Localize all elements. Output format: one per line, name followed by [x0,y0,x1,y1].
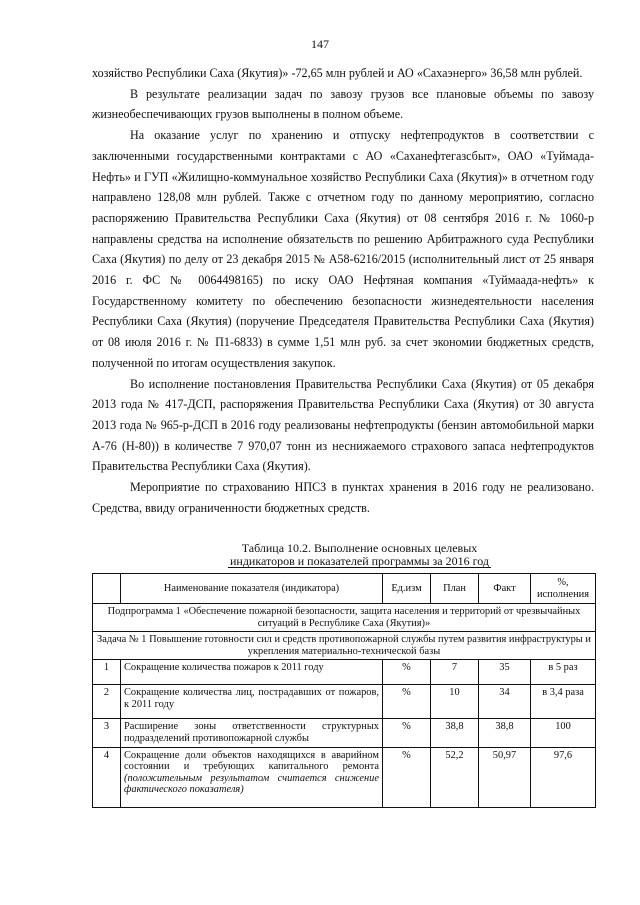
row-number: 1 [93,660,121,685]
row-indicator-name: Сокращение количества пожаров к 2011 году [121,660,383,685]
row-indicator-name: Сокращение количества лиц, пострадавших от пожаров, к 2011 году [121,685,383,719]
row-unit: % [383,719,431,747]
header-fact: Факт [479,574,531,604]
row-number: 4 [93,747,121,807]
subprogram-row [93,604,596,632]
paragraph-1: хозяйство Республики Саха (Якутия)» -72,65 млн рублей и АО «Сахаэнерго» 36,58 млн рублей. [92,66,583,80]
header-name: Наименование показателя (индикатора) [121,574,383,604]
row-indicator-text: Сокращение доли объектов находящихся в аварийном состоянии и требующих капитального ремонта [124,749,379,773]
row-plan: 38,8 [431,719,479,747]
header-plan: План [431,574,479,604]
body-text [92,63,594,518]
table-row [93,685,596,719]
indicators-table [92,573,596,808]
paragraph-2: В результате реализации задач по завозу грузов все плановые объемы по завозу жизнеобеспечивающих грузов выполнены в полном объеме. [92,86,594,122]
row-number: 2 [93,685,121,719]
row-indicator-note: (положительным результатом считается снижение фактического показателя) [124,772,379,796]
paragraph-3: На оказание услуг по хранению и отпуску нефтепродуктов в соответствии с заключенными государственными контрактами с АО «Саханефтегазсбыт», ОАО «Туймада-Нефть» и ГУП «Жилищно-коммунальное хозяйство Республики Саха (Якутия)» в отчетном году направлено 128,08 млн рублей. Также с отчетном году по данному мероприятию, согласно распоряжению Правительства Республики Саха (Якутия) от 08 сентября 2016 г. № 1060-р направлены средства на исполнение обязательств по решению Арбитражного суда Республики Саха (Якутия) по делу от 23 декабря 2015 № А58-6216/2015 (исполнительный лист от 25 января 2016 г. ФС № 0064498165) по иску ОАО Нефтяная компания «Туймаада-нефть» к Государственному комитету по обеспечению безопасности жизнедеятельности населения Республики Саха (Якутия) (поручение Председателя Правительства Республики Саха (Якутия) от 08 июля 2016 г. № П1-6833) в сумме 1,51 млн руб. за счет экономии бюджетных средств, полученной по итогам осуществления закупок. [92,128,594,370]
table-caption [92,542,627,568]
row-number: 3 [93,719,121,747]
row-fact: 34 [479,685,531,719]
header-percent: %, исполнения [531,574,596,604]
table-row [93,719,596,747]
subprogram-title: Подпрограмма 1 «Обеспечение пожарной безопасности, защита населения и территорий от чрезвычайных ситуаций в Республике Саха (Якутия)» [93,604,596,632]
row-percent: 100 [531,719,596,747]
table-row [93,660,596,685]
table-caption-line1: Таблица 10.2. Выполнение основных целевых [241,541,478,555]
row-plan: 10 [431,685,479,719]
row-unit: % [383,685,431,719]
table-row [93,747,596,807]
row-plan: 7 [431,660,479,685]
paragraph-5: Мероприятие по страхованию НПСЗ в пунктах хранения в 2016 году не реализовано. Средства, ввиду ограниченности бюджетных средств. [92,480,594,515]
row-fact: 35 [479,660,531,685]
table-caption-line2: индикаторов и показателей программы за 2016 год [229,553,490,568]
row-percent: в 5 раз [531,660,596,685]
row-fact: 38,8 [479,719,531,747]
header-unit: Ед.изм [383,574,431,604]
row-fact: 50,97 [479,747,531,807]
page-number: 147 [311,37,329,51]
table-header-row [93,574,596,604]
row-plan: 52,2 [431,747,479,807]
paragraph-4: Во исполнение постановления Правительства Республики Саха (Якутия) от 05 декабря 2013 года № 417-ДСП, распоряжения Правительства Республики Саха (Якутия) от 30 августа 2013 года № 965-р-ДСП в 2016 году реализованы нефтепродукты (бензин автомобильной марки А-76 (Н-80)) в количестве 7 970,07 тонн из неснижаемого страхового запаса нефтепродуктов Правительства Республики Саха (Якутия). [92,376,594,474]
header-number [93,574,121,604]
row-unit: % [383,747,431,807]
task-title: Задача № 1 Повышение готовности сил и средств противопожарной службы путем развития инфраструктуры и укрепления материально-технической базы [93,632,596,660]
row-unit: % [383,660,431,685]
row-indicator-name [121,747,383,807]
row-indicator-name: Расширение зоны ответственности структурных подразделений противопожарной службы [121,719,383,747]
row-percent: в 3,4 раза [531,685,596,719]
row-percent: 97,6 [531,747,596,807]
task-row [93,632,596,660]
